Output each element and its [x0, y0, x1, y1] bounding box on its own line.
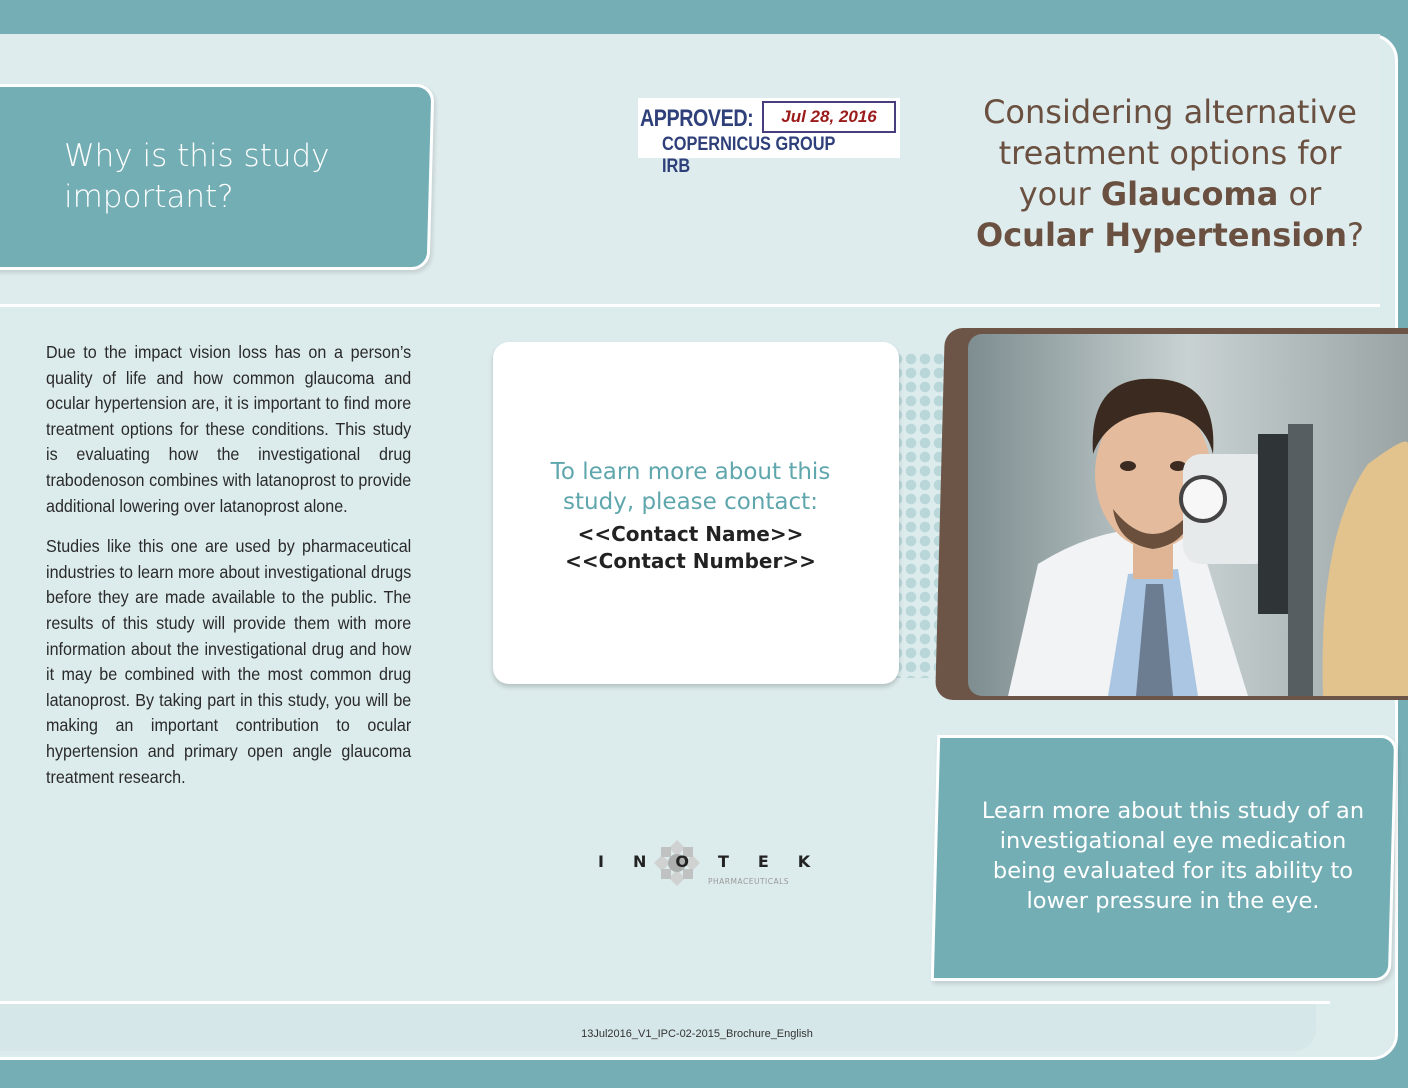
approved-label: APPROVED: [640, 105, 754, 132]
document-code: 13Jul2016_V1_IPC-02-2015_Brochure_English [581, 1028, 813, 1040]
headline-or: or [1288, 175, 1322, 213]
logo-letters: INOTEK [598, 852, 840, 871]
footer-divider [0, 1001, 1330, 1004]
divider-line [0, 304, 1380, 307]
headline-line-1: Considering alternative [983, 93, 1357, 131]
contact-number: <<Contact Number>> [565, 549, 816, 573]
section-title: Why is this study important? [64, 138, 330, 215]
inotek-logo [598, 834, 840, 894]
headline-line-3 [960, 174, 1380, 215]
contact-lead-line-2: study, please contact: [563, 489, 818, 515]
headline-line-2: treatment options for [998, 134, 1342, 172]
headline-line-4 [960, 215, 1380, 256]
contact-name: <<Contact Name>> [577, 522, 804, 546]
body-text [46, 340, 412, 805]
headline-ocular-hypertension: Ocular Hypertension [975, 216, 1348, 254]
headline-glaucoma: Glaucoma [1100, 175, 1279, 213]
headline [960, 92, 1380, 256]
irb-approval-stamp [638, 98, 900, 177]
headline-question-mark: ? [1347, 216, 1364, 254]
contact-card [493, 342, 899, 684]
logo-subtitle: PHARMACEUTICALS [708, 877, 790, 886]
irb-name: COPERNICUS GROUP IRB [662, 134, 836, 177]
headline-your: your [1018, 175, 1091, 213]
approval-date: Jul 28, 2016 [762, 101, 896, 133]
contact-lead [493, 457, 888, 517]
doctor-photo [968, 334, 1408, 696]
body-paragraph-1: Due to the impact vision loss has on a person’s quality of life and how common glaucoma and ocular hypertension are, it is important to find more treatment options for these conditions. This study is evaluating how the investigational drug trabodenoson combines with latanoprost to provide additional lowering over latanoprost alone. [46, 342, 412, 516]
body-paragraph-2: Studies like this one are used by pharmaceutical industries to learn more about investigational drugs before they are made available to the public. The results of this study will provide them with more information about the investigational drug and how it may be combined with the most common drug latanoprost. By taking part in this study, you will be making an important contribution to ocular hypertension and primary open angle glaucoma treatment research. [46, 536, 412, 787]
contact-lead-line-1: To learn more about this [550, 459, 831, 485]
promo-text: Learn more about this study of an investigational eye medication being evaluated for its ability to lower pressure in the eye. [981, 798, 1365, 914]
